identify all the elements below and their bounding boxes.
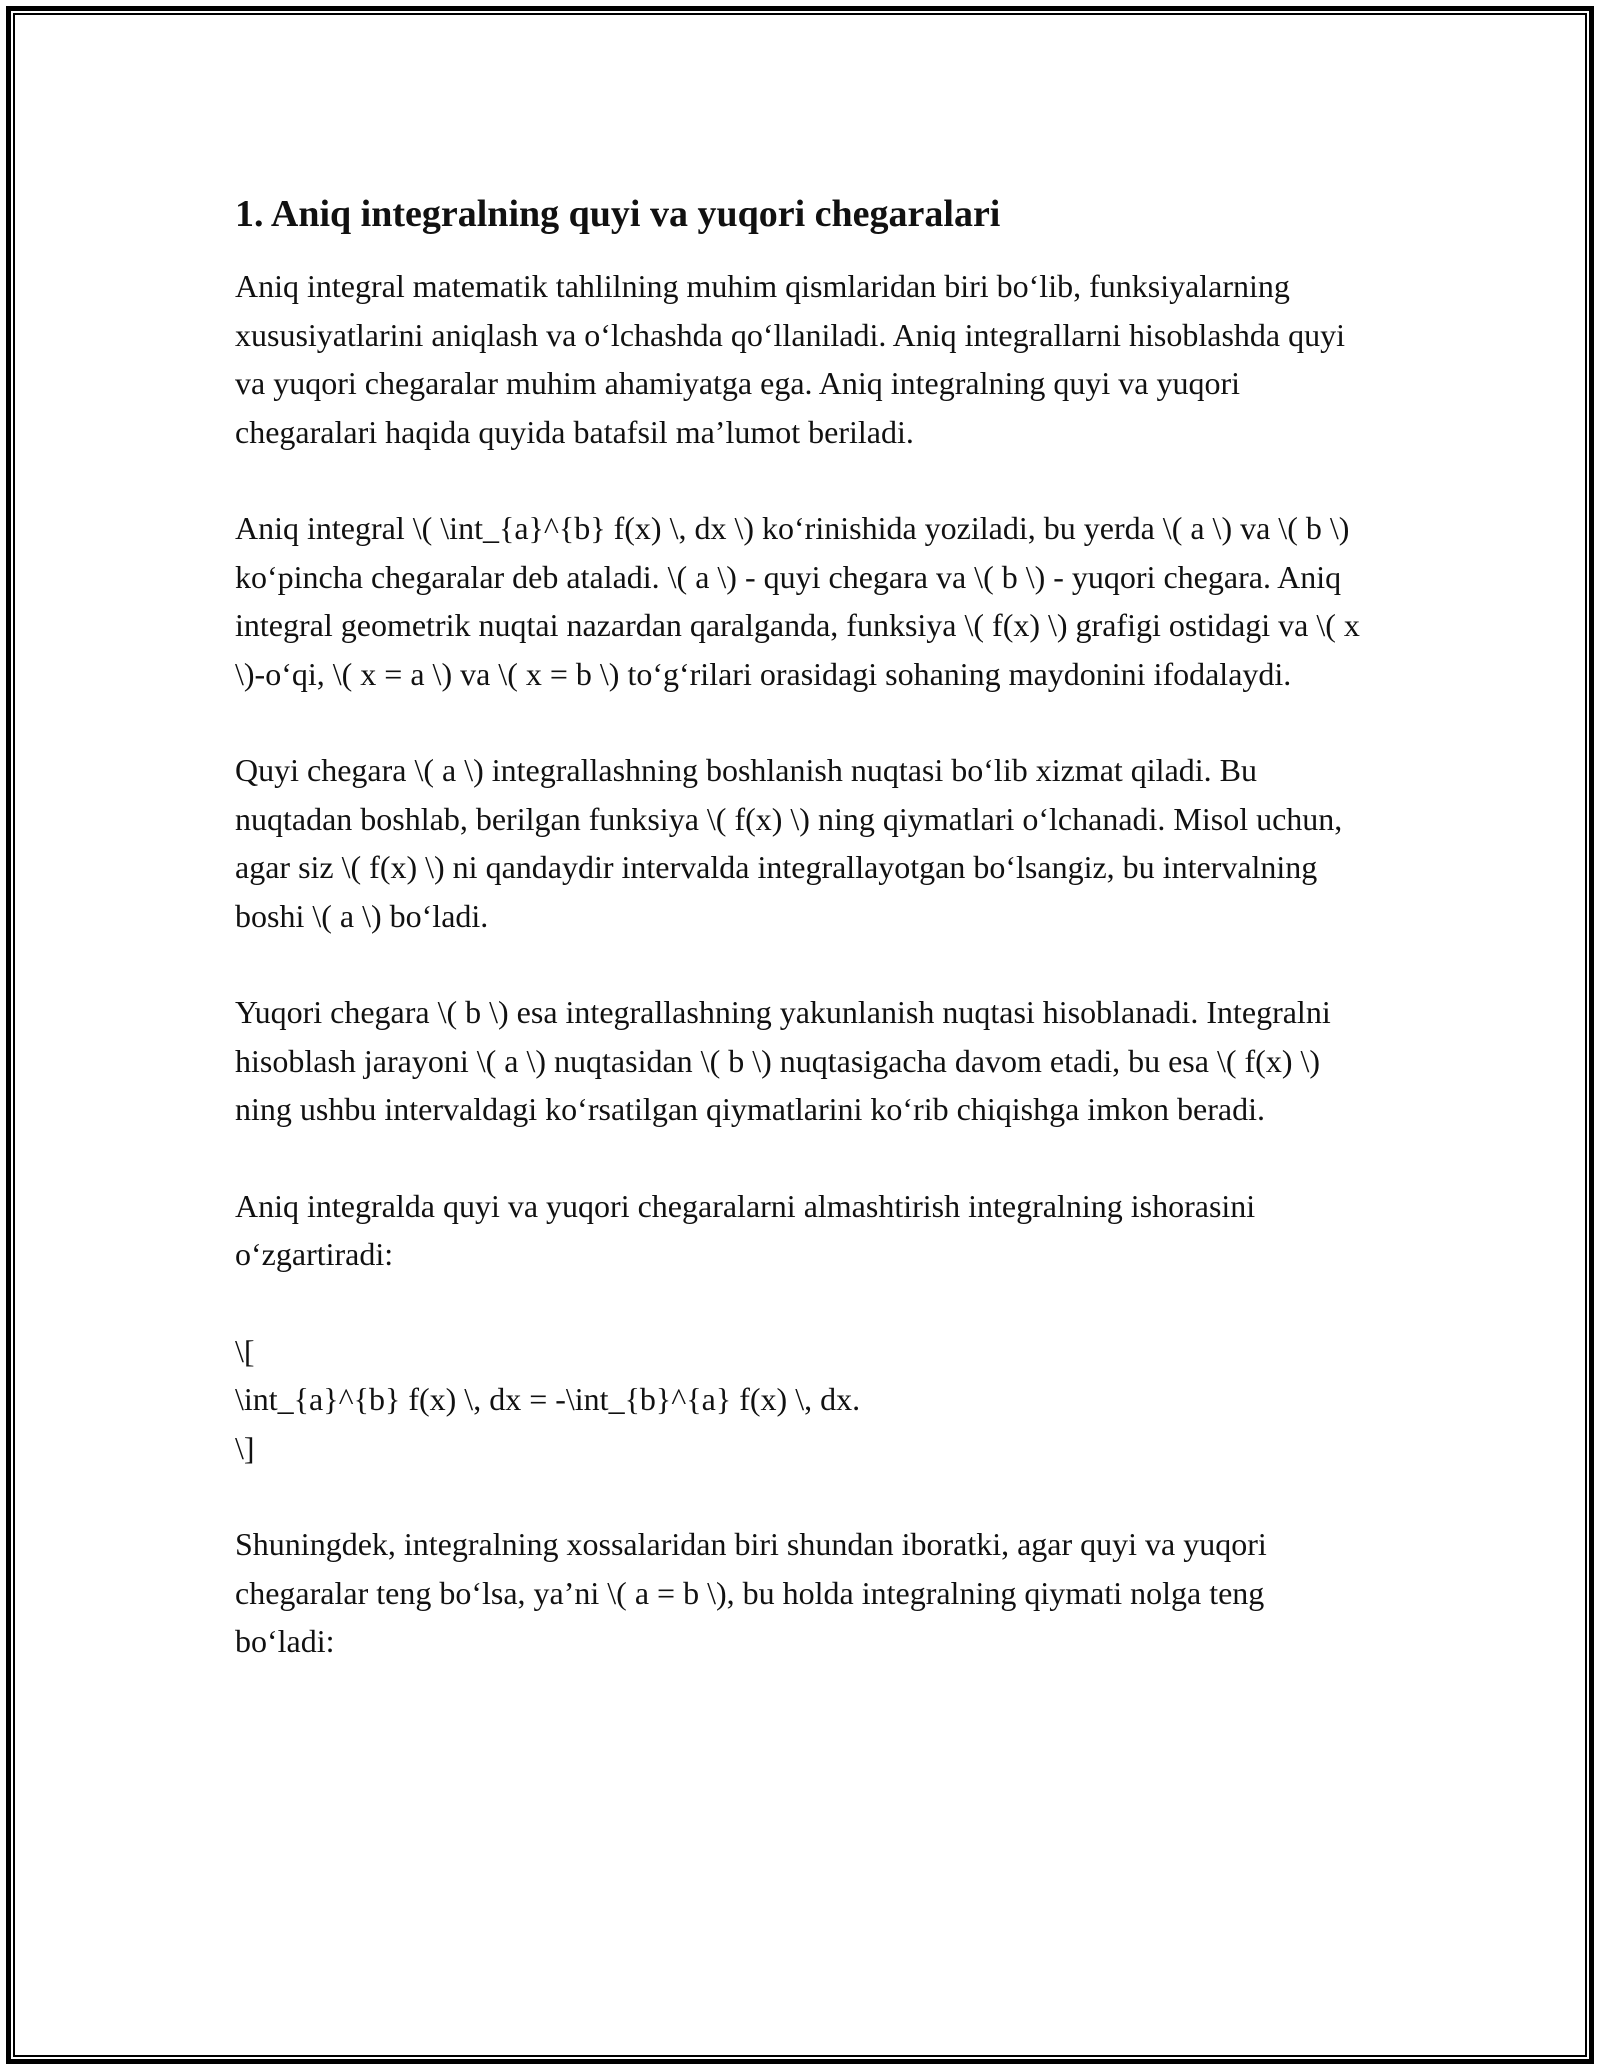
document-page (235, 186, 1370, 1714)
formula-close-delimiter: \] (235, 1429, 255, 1466)
formula-open-delimiter: \[ (235, 1332, 255, 1369)
paragraph-lower-limit: Quyi chegara \( a \) integrallashning boshlanish nuqtasi bo‘lib xizmat qiladi. Bu nuqtadan boshlab, berilgan funksiya \( f(x) \) ning qiymatlari o‘lchanadi. Misol uchun, agar siz \( f(x) \) ni qandaydir intervalda integrallayotgan bo‘lsangiz, bu intervalning boshi \( a \) bo‘ladi. (235, 752, 1343, 934)
section-heading: 1. Aniq integralning quyi va yuqori chegaralari (235, 193, 1001, 235)
paragraph-swap-limits: Aniq integralda quyi va yuqori chegaralarni almashtirish integralning ishorasini o‘zgartiradi: (235, 1187, 1256, 1272)
paragraph-definition: Aniq integral \( \int_{a}^{b} f(x) \, dx \) ko‘rinishida yoziladi, bu yerda \( a \) va \( b \) ko‘pincha chegaralar deb ataladi. \( a \) - quyi chegara va \( b \) - yuqori chegara. Aniq integral geometrik nuqtai nazardan qaralganda, funksiya \( f(x) \) grafigi ostidagi va \( x \)-o‘qi, \( x = a \) va \( x = b \) to‘g‘rilari orasidagi sohaning maydonini ifodalaydi. (235, 510, 1360, 692)
paragraph-upper-limit: Yuqori chegara \( b \) esa integrallashning yakunlanish nuqtasi hisoblanadi. Integralni hisoblash jarayoni \( a \) nuqtasidan \( b \) nuqtasigacha davom etadi, bu esa \( f(x) \) ning ushbu intervaldagi ko‘rsatilgan qiymatlarini ko‘rib chiqishga imkon beradi. (235, 994, 1331, 1127)
formula-body: \int_{a}^{b} f(x) \, dx = -\int_{b}^{a} f(x) \, dx. (235, 1381, 861, 1417)
paragraph-equal-limits: Shuningdek, integralning xossalaridan biri shundan iboratki, agar quyi va yuqori chegaralar teng bo‘lsa, ya’ni \( a = b \), bu holda integralning qiymati nolga teng bo‘ladi: (235, 1526, 1267, 1659)
paragraph-intro: Aniq integral matematik tahlilning muhim qismlaridan biri bo‘lib, funksiyalarning xususiyatlarini aniqlash va o‘lchashda qo‘llaniladi. Aniq integrallarni hisoblashda quyi va yuqori chegaralar muhim ahamiyatga ega. Aniq integralning quyi va yuqori chegaralari haqida quyida batafsil ma’lumot beriladi. (235, 268, 1345, 450)
display-formula (235, 1327, 1370, 1473)
